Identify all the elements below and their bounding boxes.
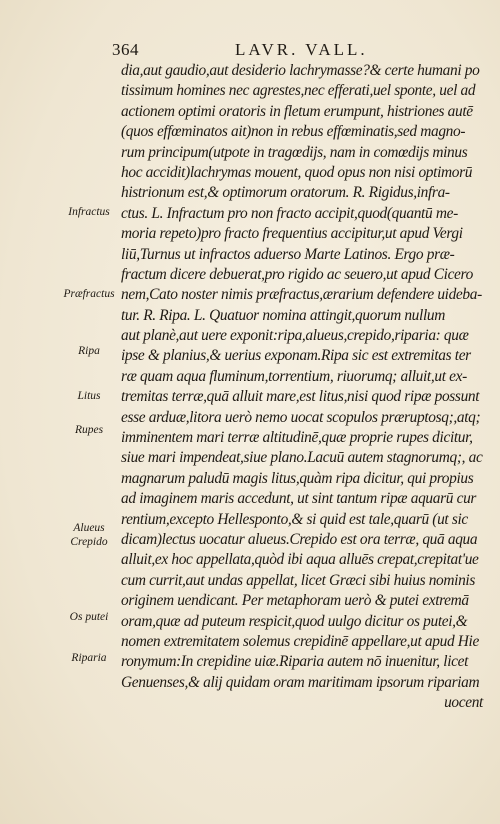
margin-note-alueus-crepido: [48, 521, 130, 549]
margin-note-praefractus: [48, 287, 130, 301]
margin-note-rupes: [48, 423, 130, 437]
text-line: tissimum homines nec agrestes,nec efferati,uel sponte, uel ad: [121, 82, 476, 100]
text-line: oram,quæ ad puteum respicit,quod uulgo dicitur os putei,&: [121, 612, 468, 630]
margin-note-text: Alueus: [73, 522, 105, 534]
text-line: ipse & planius,& uerius exponam.Ripa sic est extremitas ter: [121, 347, 471, 365]
text-line: aut planè,aut uere exponit:ripa,alueus,crepido,riparia: quæ: [121, 327, 469, 345]
margin-note-riparia: [48, 651, 130, 665]
margin-note-text: Præfractus: [63, 288, 115, 300]
text-line: rum principum(utpote in tragœdijs, nam in comœdijs minus: [121, 143, 468, 161]
text-line: esse arduæ,litora uerò nemo uocat scopulos præruptosq;,atq;: [121, 408, 481, 426]
margin-note-text: Litus: [77, 390, 101, 402]
text-line: (quos effœminatos ait)non in rebus effœminatis,sed magno-: [121, 123, 466, 141]
text-line: ræ quam aqua fluminum,torrentium, riuorumq; alluit,ut ex-: [121, 367, 467, 385]
margin-note-text: Crepido: [70, 536, 108, 548]
margin-note-os-putei: [48, 610, 130, 624]
margin-note-text: Rupes: [74, 424, 104, 436]
text-line: moria repeto)pro fracto frequentius accipitur,ut apud Vergi: [121, 225, 463, 243]
text-line: siue mari impendeat,siue plano.Lacuū autem stagnorumq;, ac: [121, 449, 483, 467]
text-line: tremitas terræ,quā alluit mare,est litus,nisi quod ripæ possunt: [121, 388, 480, 406]
margin-note-text: Os putei: [69, 611, 109, 623]
text-line: hoc accidit)lachrymas mouent, quod opus non nisi optimorū: [121, 163, 473, 181]
running-head: LAVR. VALL.: [235, 40, 368, 59]
text-line-catchword: uocent: [444, 694, 483, 712]
text-line: Genuenses,& alij quidam oram maritimam ipsorum ripariam: [121, 673, 480, 691]
margin-note-text: Infractus: [68, 206, 110, 218]
text-line: fractum dicere debuerat,pro rigido ac seuero,ut apud Cicero: [121, 265, 473, 283]
text-line: nem,Cato noster nimis præfractus,ærarium defendere uideba-: [121, 286, 482, 304]
text-line: ad imaginem maris accedunt, ut sint tantum ripæ aquarū cur: [121, 490, 477, 508]
text-line: dicam)lectus uocatur alueus.Crepido est ora terræ, quā aqua: [121, 530, 478, 548]
body-text: [121, 61, 489, 714]
text-line: actionem optimi oratoris in fletum erumpunt, histriones autē: [121, 102, 473, 120]
margin-note-text: Ripa: [78, 345, 100, 357]
text-line: rentium,excepto Hellespontο,& si quid est tale,quarū (ut sic: [121, 510, 468, 528]
margin-note-text: Riparia: [71, 652, 107, 664]
text-line: dia,aut gaudio,aut desiderio lachrymasse?& certe humani po: [121, 62, 480, 79]
text-line: histrionum est,& optimorum oratorum. R. Rigidus,infra-: [121, 184, 450, 202]
text-line: ronymum:In crepidine uiæ.Riparia autem nō inuenitur, licet: [121, 653, 469, 671]
text-line: nomen extremitatem solemus crepidinē appellare,ut apud Hie: [121, 632, 479, 650]
margin-note-ripa: [48, 344, 130, 358]
margin-note-infractus: [48, 205, 130, 219]
text-line: cum currit,aut undas appellat, licet Græci sibi huius nominis: [121, 571, 476, 589]
margin-note-litus: [48, 389, 130, 403]
text-line: tur. R. Ripa. L. Quatuor nomina attingit,quorum nullum: [121, 306, 445, 324]
text-line: liū,Turnus ut infractos aduerso Marte Latinos. Ergo præ-: [121, 245, 455, 263]
text-line: originem uendicant. Per metaphoram uerò & putei extremā: [121, 592, 469, 610]
text-line: imminentem mari terræ altitudinē,quæ proprie rupes dicitur,: [121, 429, 473, 447]
text-line: magnarum paludū magis litus,quàm ripa dicitur, qui propius: [121, 469, 474, 487]
text-line: ctus. L. Infractum pro non fracto accipit,quod(quantū me-: [121, 204, 458, 222]
page-number: 364: [112, 40, 139, 59]
text-line: alluit,ex hoc appellata,quòd ibi aqua alluēs crepat,crepitat'ue: [121, 551, 479, 569]
